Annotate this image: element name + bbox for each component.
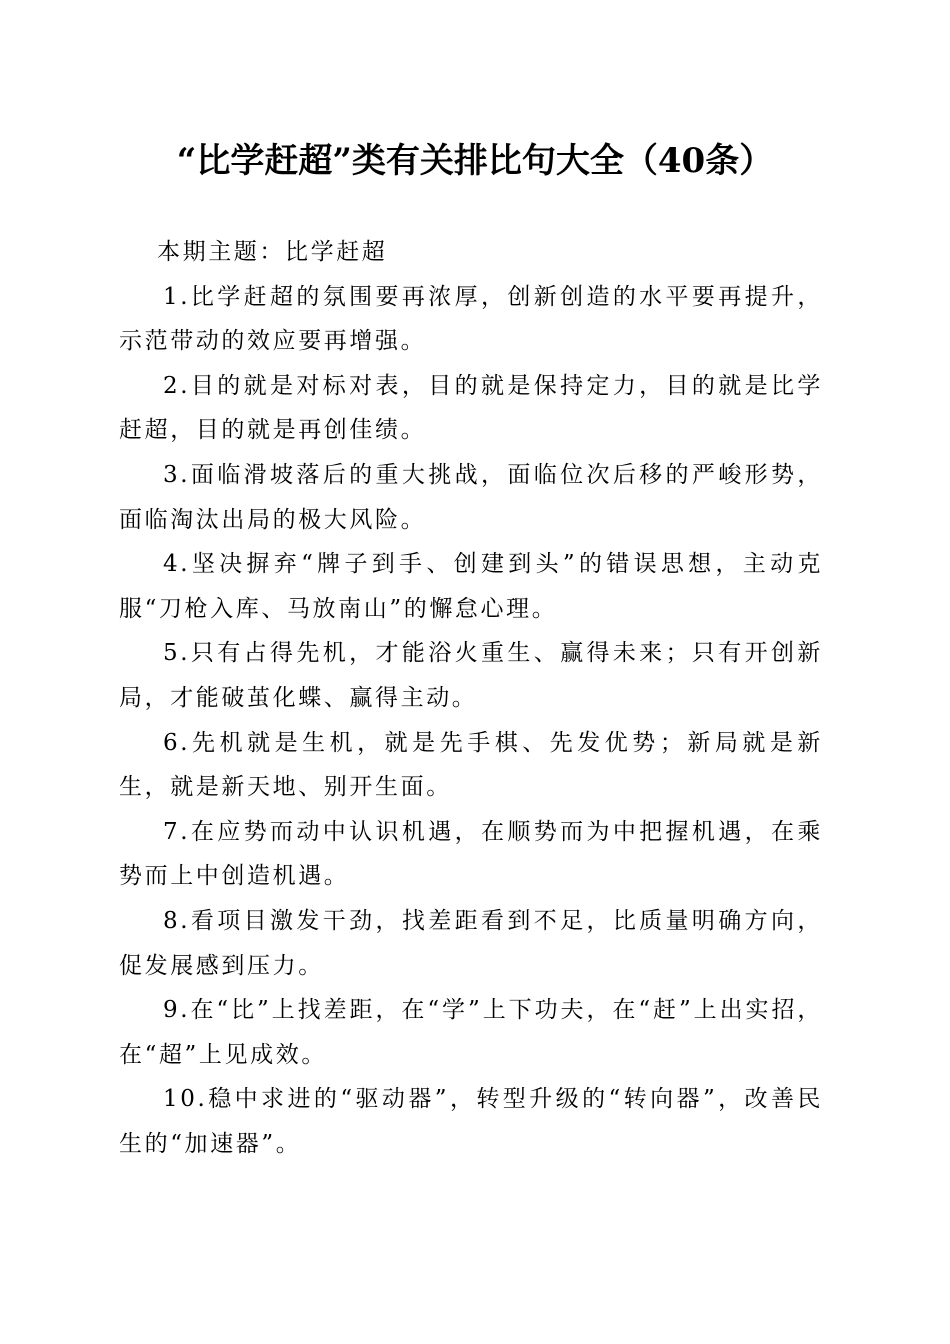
list-item: 1.比学赶超的氛围要再浓厚，创新创造的水平要再提升，示范带动的效应要再增强。 (119, 283, 823, 355)
document-body (119, 230, 823, 1166)
list-item: 2.目的就是对标对表，目的就是保持定力，目的就是比学赶超，目的就是再创佳绩。 (119, 372, 823, 444)
list-item: 4.坚决摒弃“牌子到手、创建到头”的错误思想，主动克服“刀枪入库、马放南山”的懈怠心理。 (119, 551, 823, 622)
list-item: 10.稳中求进的“驱动器”，转型升级的“转向器”，改善民生的“加速器”。 (119, 1086, 823, 1157)
list-item: 9.在“比”上找差距，在“学”上下功夫，在“赶”上出实招，在“超”上见成效。 (119, 997, 823, 1068)
list-item: 3.面临滑坡落后的重大挑战，面临位次后移的严峻形势，面临淘汰出局的极大风险。 (119, 461, 823, 533)
list-item: 5.只有占得先机，才能浴火重生、赢得未来；只有开创新局，才能破茧化蝶、赢得主动。 (119, 640, 823, 711)
list-item: 6.先机就是生机，就是先手棋、先发优势；新局就是新生，就是新天地、别开生面。 (119, 729, 823, 801)
topic-line: 本期主题：比学赶超 (157, 239, 388, 265)
list-item: 8.看项目激发干劲，找差距看到不足，比质量明确方向，促发展感到压力。 (119, 907, 823, 979)
document-title: “比学赶超”类有关排比句大全（40条） (176, 141, 774, 181)
list-item: 7.在应势而动中认识机遇，在顺势而为中把握机遇，在乘势而上中创造机遇。 (119, 818, 823, 890)
